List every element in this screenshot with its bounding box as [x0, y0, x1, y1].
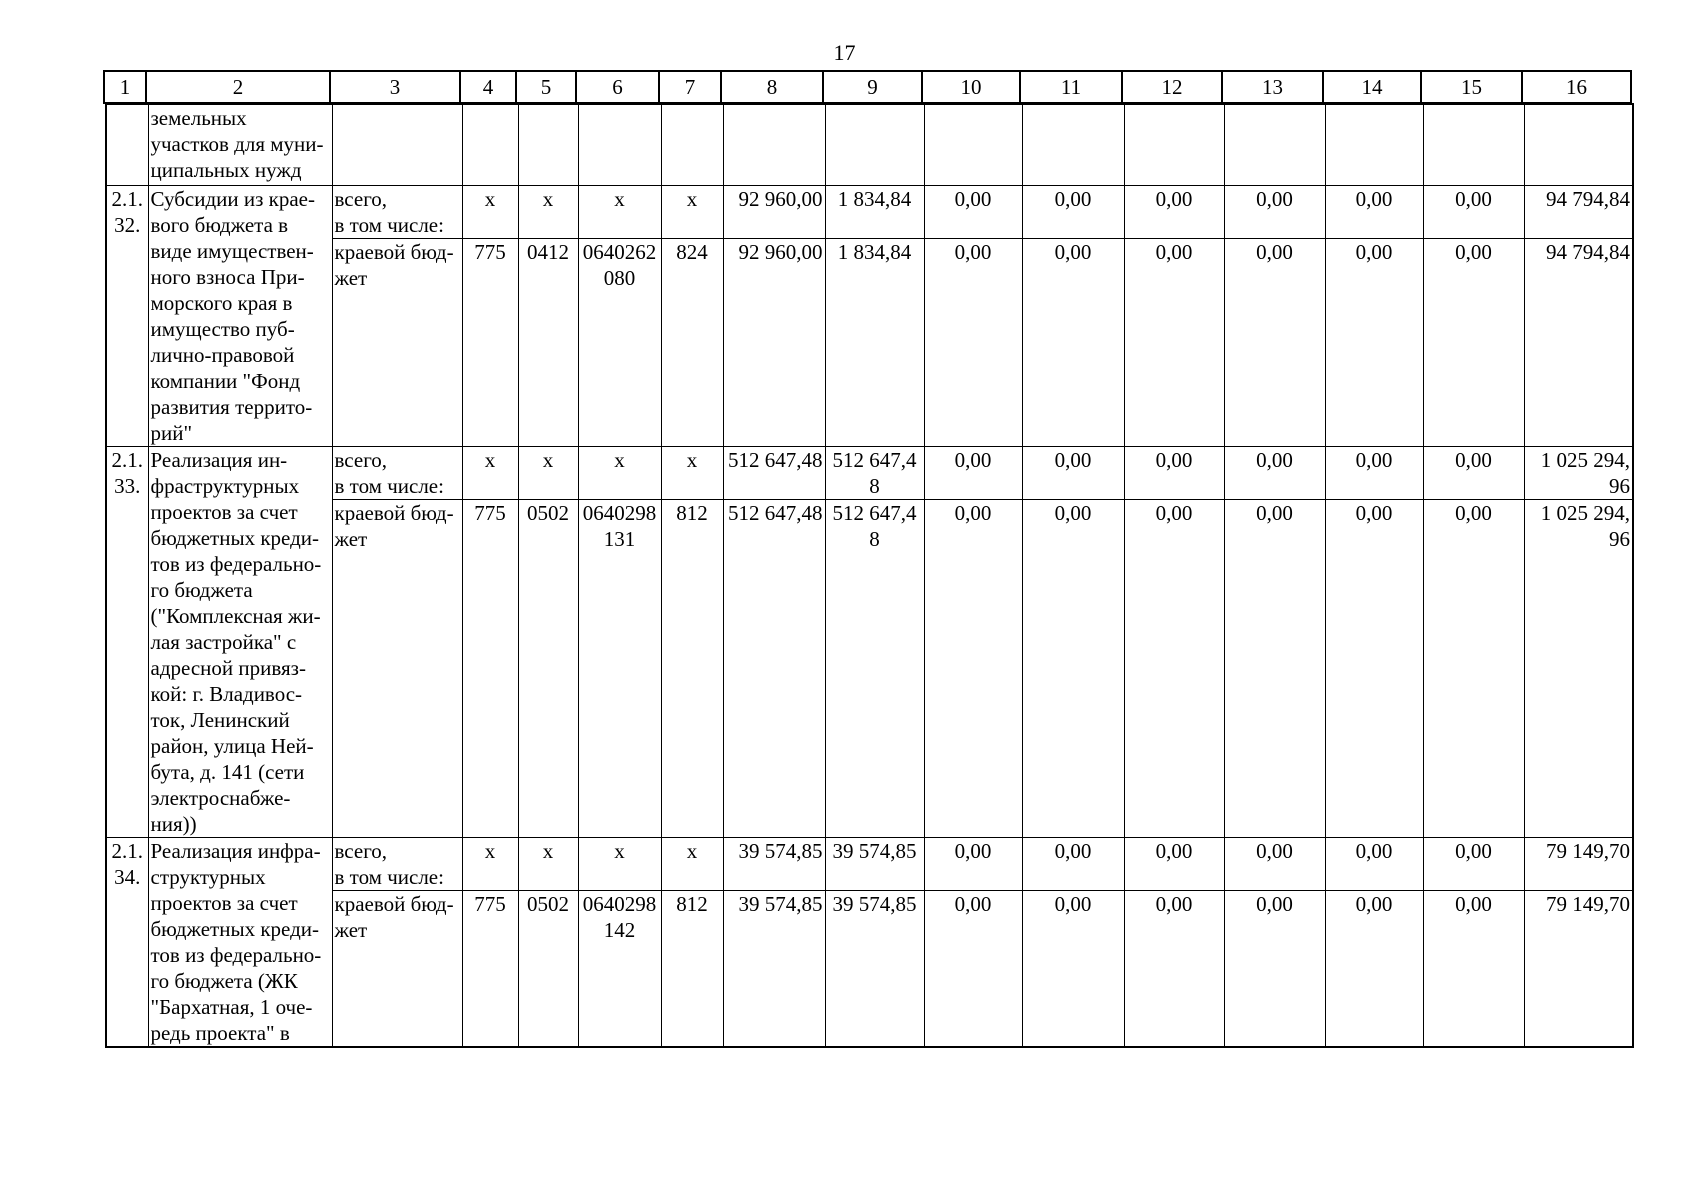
- cell: [462, 104, 518, 185]
- amount-cell: 0,00: [1022, 239, 1124, 446]
- col-header: 14: [1323, 71, 1421, 103]
- kbk-cell: 824: [661, 239, 723, 446]
- total-cell: 79 149,70: [1524, 837, 1633, 890]
- amount-cell: 512 647,4 8: [825, 446, 924, 499]
- source-cell: краевой бюд- жет: [332, 499, 462, 837]
- amount-cell: 0,00: [1124, 837, 1224, 890]
- total-cell: 1 025 294, 96: [1524, 446, 1633, 499]
- amount-cell: 0,00: [1423, 446, 1524, 499]
- table-row: [106, 239, 1633, 446]
- amount-cell: 0,00: [1022, 185, 1124, 239]
- amount-cell: 0,00: [1325, 185, 1423, 239]
- amount-cell: 39 574,85: [723, 837, 825, 890]
- amount-cell: 1 834,84: [825, 185, 924, 239]
- kbk-cell: 0640262 080: [578, 239, 661, 446]
- amount-cell: 0,00: [1423, 890, 1524, 1046]
- amount-cell: 0,00: [1022, 890, 1124, 1046]
- amount-cell: 512 647,48: [723, 446, 825, 499]
- total-cell: 1 025 294, 96: [1524, 499, 1633, 837]
- amount-cell: 0,00: [1124, 239, 1224, 446]
- amount-cell: 0,00: [1224, 499, 1325, 837]
- source-cell: краевой бюд- жет: [332, 890, 462, 1046]
- measure-name: Субсидии из крае- вого бюджета в виде имуществен- ного взноса При- морского края в имущество пуб- лично-правовой компании "Фонд развития террито- рий": [148, 185, 332, 446]
- column-number-header: [103, 70, 1632, 104]
- amount-cell: 0,00: [924, 185, 1022, 239]
- kbk-cell: x: [462, 446, 518, 499]
- cell: [723, 104, 825, 185]
- amount-cell: 92 960,00: [723, 239, 825, 446]
- table-row: [106, 837, 1633, 890]
- amount-cell: 39 574,85: [825, 890, 924, 1046]
- amount-cell: 0,00: [1325, 239, 1423, 446]
- budget-table: [105, 103, 1634, 1048]
- amount-cell: 39 574,85: [723, 890, 825, 1046]
- cell: [518, 104, 578, 185]
- kbk-cell: 0640298 131: [578, 499, 661, 837]
- table-row: [106, 446, 1633, 499]
- col-header: 3: [330, 71, 460, 103]
- table-row: [106, 185, 1633, 239]
- col-header: 5: [516, 71, 576, 103]
- amount-cell: 0,00: [1423, 239, 1524, 446]
- cell: [661, 104, 723, 185]
- col-header: 8: [721, 71, 823, 103]
- kbk-cell: 0502: [518, 890, 578, 1046]
- kbk-cell: x: [578, 446, 661, 499]
- cell: [578, 104, 661, 185]
- table-row: [106, 499, 1633, 837]
- amount-cell: 0,00: [1224, 185, 1325, 239]
- cell: [1423, 104, 1524, 185]
- source-cell: краевой бюд- жет: [332, 239, 462, 446]
- amount-cell: 0,00: [1124, 890, 1224, 1046]
- amount-cell: 39 574,85: [825, 837, 924, 890]
- cell: [1224, 104, 1325, 185]
- amount-cell: 92 960,00: [723, 185, 825, 239]
- kbk-cell: x: [661, 185, 723, 239]
- col-header: 16: [1522, 71, 1631, 103]
- amount-cell: 0,00: [1325, 499, 1423, 837]
- kbk-cell: 775: [462, 499, 518, 837]
- amount-cell: 0,00: [1022, 446, 1124, 499]
- amount-cell: 1 834,84: [825, 239, 924, 446]
- amount-cell: 0,00: [1224, 446, 1325, 499]
- amount-cell: 0,00: [924, 837, 1022, 890]
- col-header: 6: [576, 71, 659, 103]
- source-cell: всего, в том числе:: [332, 837, 462, 890]
- amount-cell: 0,00: [1423, 185, 1524, 239]
- kbk-cell: x: [518, 185, 578, 239]
- amount-cell: 0,00: [1224, 239, 1325, 446]
- total-cell: 79 149,70: [1524, 890, 1633, 1046]
- cell: [1022, 104, 1124, 185]
- total-cell: 94 794,84: [1524, 239, 1633, 446]
- col-header: 7: [659, 71, 721, 103]
- row-number: 2.1. 32.: [106, 185, 148, 446]
- kbk-cell: 0502: [518, 499, 578, 837]
- amount-cell: 0,00: [1124, 446, 1224, 499]
- amount-cell: 512 647,48: [723, 499, 825, 837]
- measure-name: Реализация ин- фраструктурных проектов за счет бюджетных креди- тов из федерально- го бюджета ("Комплексная жи- лая застройка" с адресной привяз- кой: г. Владивос- ток, Ленинский район, улица Ней- бута, д. 141 (сети электроснабже- ния)): [148, 446, 332, 837]
- amount-cell: 0,00: [1224, 890, 1325, 1046]
- kbk-cell: 0412: [518, 239, 578, 446]
- col-header: 4: [460, 71, 516, 103]
- kbk-cell: x: [462, 185, 518, 239]
- amount-cell: 0,00: [1325, 890, 1423, 1046]
- kbk-cell: 775: [462, 239, 518, 446]
- kbk-cell: x: [518, 446, 578, 499]
- col-header: 1: [104, 71, 146, 103]
- col-header: 13: [1222, 71, 1323, 103]
- cell: [1524, 104, 1633, 185]
- amount-cell: 0,00: [1022, 499, 1124, 837]
- col-header: 15: [1421, 71, 1522, 103]
- row-number: 2.1. 34.: [106, 837, 148, 1047]
- source-cell: всего, в том числе:: [332, 446, 462, 499]
- col-header: 9: [823, 71, 922, 103]
- amount-cell: 0,00: [924, 499, 1022, 837]
- cell: [825, 104, 924, 185]
- amount-cell: 0,00: [1124, 185, 1224, 239]
- amount-cell: 0,00: [1325, 446, 1423, 499]
- cell: [924, 104, 1022, 185]
- source-cell: [332, 104, 462, 185]
- kbk-cell: x: [661, 446, 723, 499]
- total-cell: 94 794,84: [1524, 185, 1633, 239]
- amount-cell: 512 647,4 8: [825, 499, 924, 837]
- cell: [1325, 104, 1423, 185]
- kbk-cell: 0640298 142: [578, 890, 661, 1046]
- kbk-cell: x: [661, 837, 723, 890]
- kbk-cell: 812: [661, 890, 723, 1046]
- amount-cell: 0,00: [1423, 499, 1524, 837]
- source-cell: всего, в том числе:: [332, 185, 462, 239]
- table-row: [106, 104, 1633, 185]
- kbk-cell: x: [518, 837, 578, 890]
- kbk-cell: x: [578, 185, 661, 239]
- row-number: 2.1. 33.: [106, 446, 148, 837]
- table-row: [106, 890, 1633, 1046]
- row-number: [106, 104, 148, 185]
- measure-name: земельных участков для муни- ципальных нужд: [148, 104, 332, 185]
- measure-name: Реализация инфра- структурных проектов за счет бюджетных креди- тов из федерально- го бюджета (ЖК "Бархатная, 1 оче- редь проекта" в: [148, 837, 332, 1047]
- amount-cell: 0,00: [1022, 837, 1124, 890]
- col-header: 10: [922, 71, 1020, 103]
- cell: [1124, 104, 1224, 185]
- col-header: 12: [1122, 71, 1222, 103]
- amount-cell: 0,00: [1224, 837, 1325, 890]
- col-header: 11: [1020, 71, 1122, 103]
- amount-cell: 0,00: [1124, 499, 1224, 837]
- kbk-cell: x: [578, 837, 661, 890]
- kbk-cell: 812: [661, 499, 723, 837]
- kbk-cell: x: [462, 837, 518, 890]
- amount-cell: 0,00: [1423, 837, 1524, 890]
- amount-cell: 0,00: [924, 890, 1022, 1046]
- amount-cell: 0,00: [1325, 837, 1423, 890]
- amount-cell: 0,00: [924, 239, 1022, 446]
- kbk-cell: 775: [462, 890, 518, 1046]
- col-header: 2: [146, 71, 330, 103]
- page-number: 17: [833, 40, 856, 65]
- amount-cell: 0,00: [924, 446, 1022, 499]
